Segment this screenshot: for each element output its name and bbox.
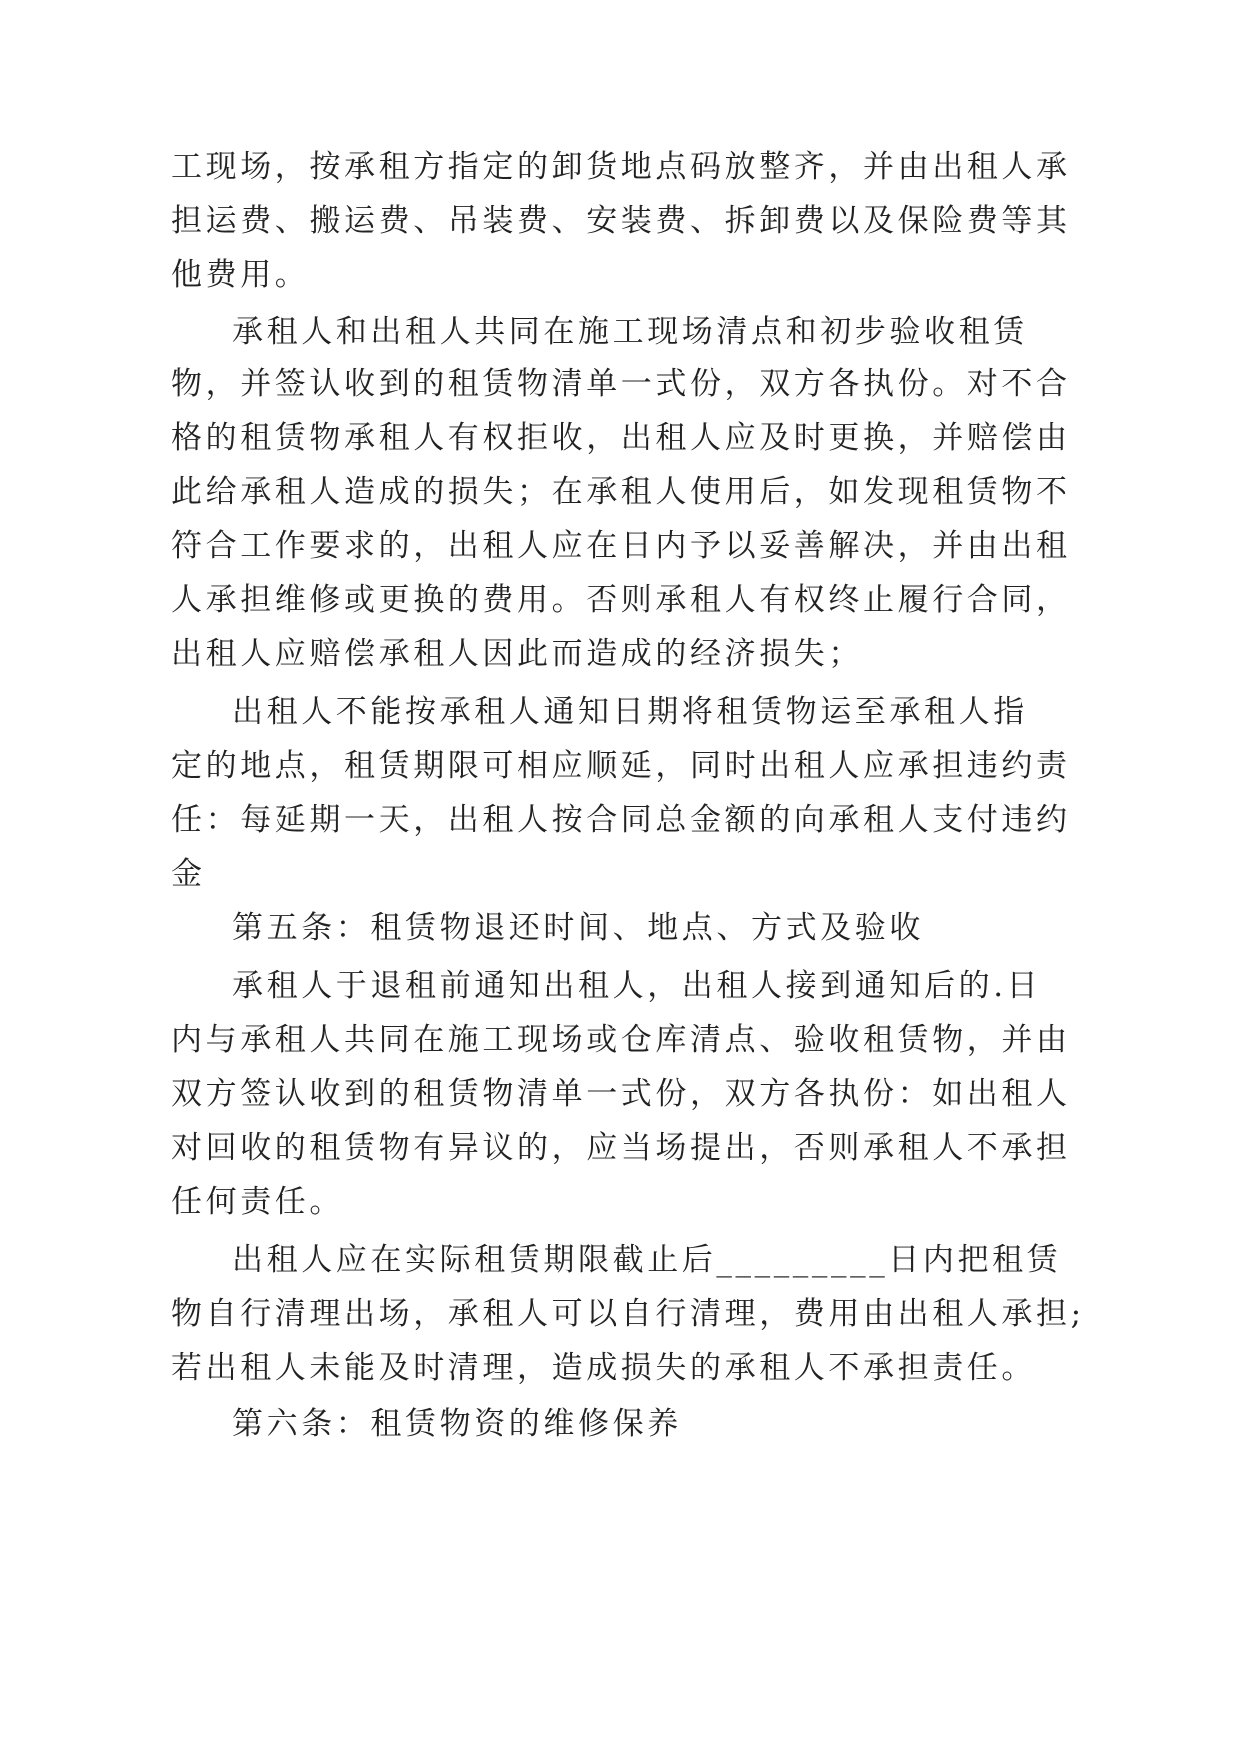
text-line: 承租人和出租人共同在施工现场清点和初步验收租赁 bbox=[232, 314, 1028, 350]
text-line: 若出租人未能及时清理，造成损失的承租人不承担责任。 bbox=[171, 1350, 1036, 1386]
text-line: 双方签认收到的租赁物清单一式份，双方各执份：如出租人 bbox=[171, 1076, 1071, 1112]
text-line: 任：每延期一天，出租人按合同总金额的向承租人支付违约 bbox=[171, 802, 1071, 838]
text-line: 承租人于退租前通知出租人，出租人接到通知后的.日 bbox=[232, 968, 1042, 1004]
text-line: 物，并签认收到的租赁物清单一式份，双方各执份。对不合 bbox=[171, 366, 1071, 402]
section-heading: 第五条：租赁物退还时间、地点、方式及验收 bbox=[232, 910, 924, 946]
text-line: 金 bbox=[171, 856, 206, 892]
text-line: 担运费、搬运费、吊装费、安装费、拆卸费以及保险费等其 bbox=[171, 203, 1071, 239]
text-line: 工现场，按承租方指定的卸货地点码放整齐，并由出租人承 bbox=[171, 149, 1071, 185]
text-line: 定的地点，租赁期限可相应顺延，同时出租人应承担违约责 bbox=[171, 748, 1071, 784]
section-heading: 第六条：租赁物资的维修保养 bbox=[232, 1406, 682, 1442]
text-line: 出租人应赔偿承租人因此而造成的经济损失； bbox=[171, 636, 863, 672]
text-line: 物自行清理出场，承租人可以自行清理，费用由出租人承担; bbox=[171, 1296, 1085, 1332]
text-line: 出租人不能按承租人通知日期将租赁物运至承租人指 bbox=[232, 694, 1028, 730]
text-line: 对回收的租赁物有异议的，应当场提出，否则承租人不承担 bbox=[171, 1130, 1071, 1166]
text-line: 人承担维修或更换的费用。否则承租人有权终止履行合同， bbox=[171, 582, 1071, 618]
text-line: 出租人应在实际租赁期限截止后_________日内把租赁 bbox=[232, 1242, 1062, 1278]
text-line: 他费用。 bbox=[171, 257, 310, 293]
text-line: 符合工作要求的，出租人应在日内予以妥善解决，并由出租 bbox=[171, 528, 1071, 564]
text-line: 格的租赁物承租人有权拒收，出租人应及时更换，并赔偿由 bbox=[171, 420, 1071, 456]
text-line: 内与承租人共同在施工现场或仓库清点、验收租赁物，并由 bbox=[171, 1022, 1071, 1058]
text-line: 任何责任。 bbox=[171, 1184, 344, 1220]
text-line: 此给承租人造成的损失；在承租人使用后，如发现租赁物不 bbox=[171, 474, 1071, 510]
